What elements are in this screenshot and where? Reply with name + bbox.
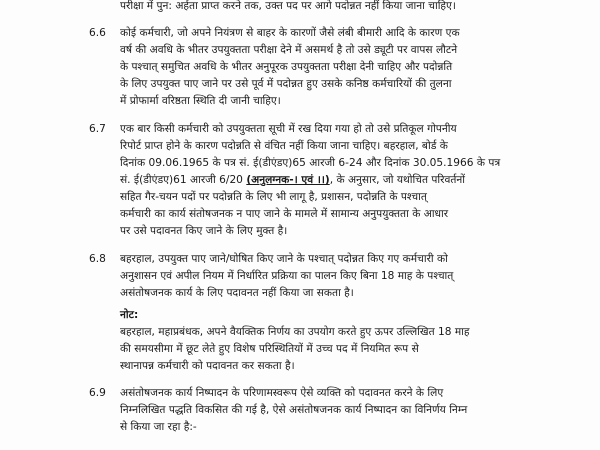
section-line: एक बार किसी कर्मचारी को उपयुक्तता सूची में रख दिया गया हो तो उसे प्रतिकूल गोपनीय [120,123,457,135]
section-number: 6.8 [89,253,106,265]
section-line: निम्नलिखित पद्धति विकसित की गई है, ऐसे असंतोषजनक कार्य निष्पादन का विनिर्णय निम्न [120,404,468,416]
section-line: रिपोर्ट प्राप्त होने के कारण पदोन्नति से वंचित नहीं किया जाना चाहिए। बहरहाल, बोर्ड के [120,140,448,152]
section-line: से किया जा रहा है:- [120,421,197,433]
section-line: पर उसे पदावनत किए जाने के लिए मुक्त है। [120,225,288,237]
section-line: दिनांक 09.06.1965 के पत्र सं. ई(डीएंडए)65 आरजी 6-24 और दिनांक 30.05.1966 के पत्र [120,157,501,169]
section-line-text: , के अनुसार, जो यथोचित परिवर्तनों [329,174,466,186]
section-number: 6.9 [89,387,106,399]
carryover-line: परीक्षा में पुन: अर्हता प्राप्त करने तक, उक्त पद पर आगे पदोन्नत नहीं किया जाना चाहिए। [120,0,456,12]
section-line: सहित गैर-चयन पदों पर पदोन्नति के लिए भी लागू है, प्रशासन, पदोन्नति के पश्चात् [120,191,427,203]
section-line: अनुशासन एवं अपील नियम में निर्धारित प्रक्रिया का पालन किए बिना 18 माह के पश्चात् [120,270,454,282]
note-line: बहरहाल, महाप्रबंधक, अपने वैयक्तिक निर्णय का उपयोग करते हुए ऊपर उल्लिखित 18 माह [120,326,470,338]
section-line-with-annexure [120,173,465,187]
section-line: असंतोषजनक कार्य के लिए पदावनत नहीं किया जा सकता है। [120,287,354,299]
section-line: के लिए उपयुक्त पाए जाने पर उसे पूर्व में पदोन्नत हुए उसके कनिष्ठ कर्मचारियों की तुलना [120,78,452,90]
annexure-reference: (अनुलग्नक-। एवं ।।) [246,174,330,186]
note-label: नोट: [120,309,139,321]
section-number: 6.7 [89,123,106,135]
section-line: में प्रोफार्मा वरिष्ठता स्थिति दी जानी चाहिए। [120,95,281,107]
section-number: 6.6 [89,27,106,39]
section-line: कोई कर्मचारी, जो अपने नियंत्रण से बाहर के कारणों जैसे लंबी बीमारी आदि के कारण एक [120,27,460,39]
section-line: कर्मचारी का कार्य संतोषजनक न पाए जाने के मामले में सामान्य अनुपयुक्तता के आधार [120,208,449,220]
section-line: बहरहाल, उपयुक्त पाए जाने/घोषित किए जाने के पश्चात् पदोन्नत किए गए कर्मचारी को [120,253,448,265]
section-line-text: सं. ई(डीएंडए)61 आरजी 6/20 [120,174,243,186]
section-line: के पश्चात् समुचित अवधि के भीतर अनुपूरक उपयुक्तता परीक्षा देनी चाहिए और पदोन्नति [120,61,453,73]
section-line: वर्ष की अवधि के भीतर उपयुक्तता परीक्षा देने में असमर्थ है तो उसे ड्यूटी पर वापस लौटने [120,44,458,56]
note-line: स्थानापन्न कर्मचारी को पदावनत कर सकता है। [120,360,295,372]
note-line: की समयसीमा में छूट लेते हुए विशेष परिस्थितियों में उच्च पद में नियमित रूप से [120,343,419,355]
section-line: असंतोषजनक कार्य निष्पादन के परिणामस्वरूप ऐसे व्यक्ति को पदावनत करने के लिए [120,387,444,399]
